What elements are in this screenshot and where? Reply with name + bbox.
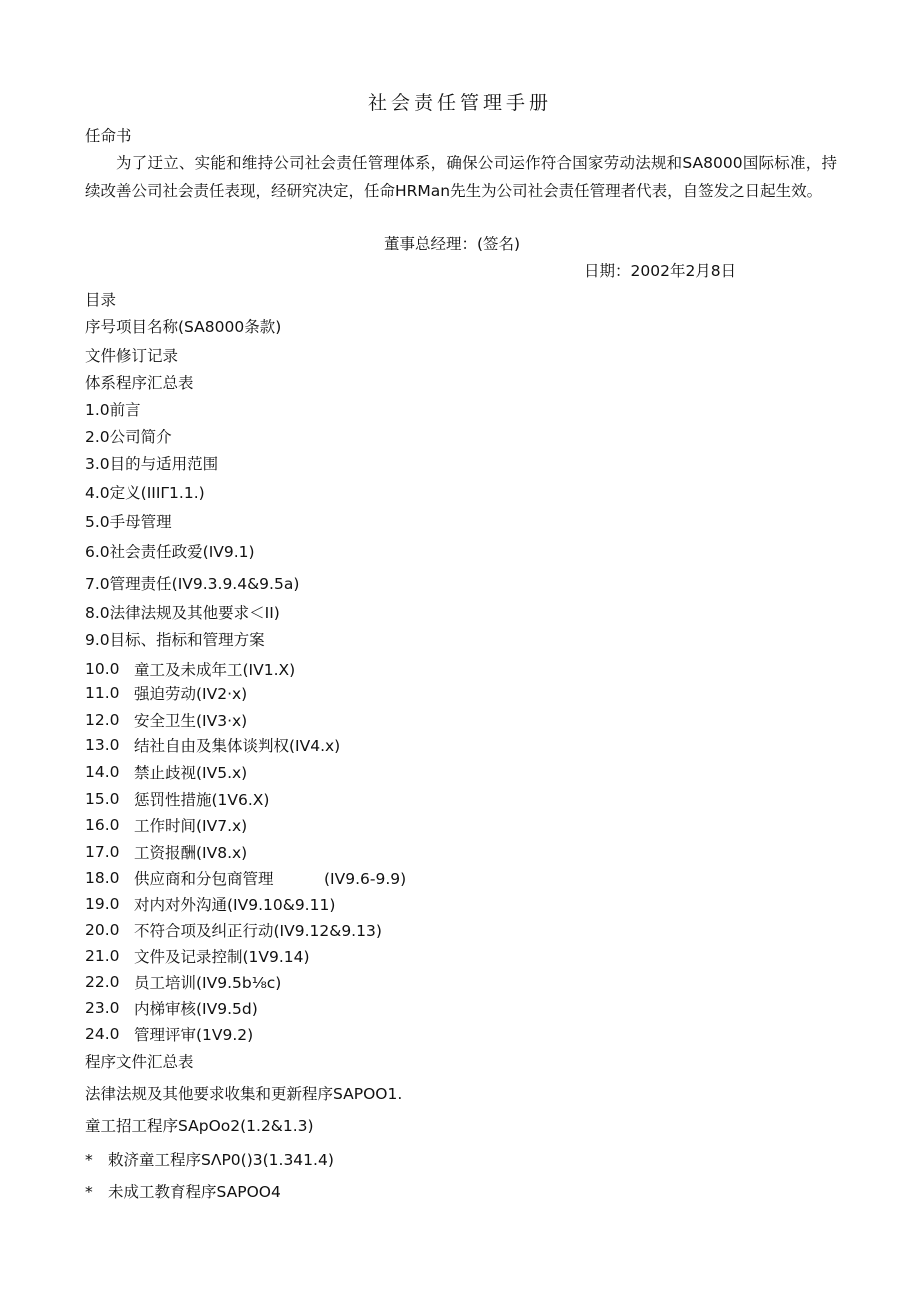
toc-item: 2.0公司简介 — [85, 428, 172, 446]
toc-item: 9.0目标、指标和管理方案 — [85, 631, 265, 649]
toc-item: 5.0手母管理 — [85, 513, 172, 531]
procedure-item: 童工招工程序SApOo2(1.2&1.3) — [85, 1117, 314, 1135]
procedure-item: 敕济童工程序SΛP0()3(1.341.4) — [108, 1151, 334, 1169]
toc-item-name: 结社自由及集体谈判权(IV4.x) — [134, 737, 341, 755]
toc-item-name: 员工培训(IV9.5b⅛c) — [134, 974, 282, 992]
appointment-heading: 任命书 — [85, 127, 132, 145]
date-line: 日期：2002年2月8日 — [584, 262, 737, 280]
procedure-item: 未成工教育程序SAPOO4 — [108, 1183, 281, 1201]
toc-item: 体系程序汇总表 — [85, 374, 194, 392]
toc-item-number: 18.0 — [85, 869, 120, 887]
toc-item-number: 20.0 — [85, 921, 120, 939]
toc-item: 7.0管理责任(IV9.3.9.4&9.5a) — [85, 575, 300, 593]
procedure-item: 法律法规及其他要求收集和更新程序SAPOO1. — [85, 1085, 403, 1103]
toc-heading: 目录 — [85, 291, 117, 309]
toc-item-number: 22.0 — [85, 973, 120, 991]
toc-item: 6.0社会责任政爱(IV9.1) — [85, 543, 255, 561]
toc-item-name: 工作时间(IV7.x) — [134, 817, 248, 835]
toc-item: 1.0前言 — [85, 401, 141, 419]
toc-column-header: 序号项目名称(SA8000条款) — [85, 318, 282, 336]
toc-item-name: 文件及记录控制(1V9.14) — [134, 948, 310, 966]
toc-item: 文件修订记录 — [85, 347, 179, 365]
toc-item-number: 12.0 — [85, 711, 120, 729]
appointment-body: 为了迂立、实能和维持公司社会责任管理体系，确保公司运作符合国家劳动法规和SA8000国际标准，持续改善公司社会责任表现，经研究决定，任命HRMan先生为公司社会责任管理者代表，自签发之日起生效。 — [85, 154, 837, 200]
toc-item-number: 11.0 — [85, 684, 120, 702]
toc-item-name: 对内对外沟通(IV9.10&9.11) — [134, 896, 336, 914]
toc-item-name: 安全卫生(IV3·x) — [134, 712, 248, 730]
toc-item-number: 17.0 — [85, 843, 120, 861]
procedures-heading: 程序文件汇总表 — [85, 1053, 194, 1071]
toc-item-number: 21.0 — [85, 947, 120, 965]
toc-item-name: 管理评审(1V9.2) — [134, 1026, 254, 1044]
toc-item: 8.0法律法规及其他要求＜II) — [85, 604, 280, 622]
toc-item-name: 禁止歧视(IV5.x) — [134, 764, 248, 782]
signature-line: 董事总经理：(签名) — [384, 235, 521, 253]
toc-item-name: 内梯审核(IV9.5d) — [134, 1000, 258, 1018]
toc-item-number: 19.0 — [85, 895, 120, 913]
toc-item-name: 童工及未成年工(IV1.X) — [134, 661, 296, 679]
toc-item-name: 工资报酬(IV8.x) — [134, 844, 248, 862]
document-title: 社会责任管理手册 — [367, 92, 552, 114]
bullet-star: * — [85, 1151, 93, 1169]
toc-item-name: 惩罚性措施(1V6.X) — [134, 791, 270, 809]
toc-item-number: 23.0 — [85, 999, 120, 1017]
toc-item-number: 24.0 — [85, 1025, 120, 1043]
toc-item-name: 供应商和分包商管理 — [134, 870, 274, 888]
toc-item-number: 15.0 — [85, 790, 120, 808]
toc-item-code: (IV9.6-9.9) — [324, 870, 407, 888]
toc-item-number: 16.0 — [85, 816, 120, 834]
toc-item-name: 不符合项及纠正行动(IV9.12&9.13) — [134, 922, 382, 940]
bullet-star: * — [85, 1183, 93, 1201]
toc-item-number: 13.0 — [85, 736, 120, 754]
toc-item: 3.0目的与适用范围 — [85, 455, 219, 473]
toc-item-number: 14.0 — [85, 763, 120, 781]
toc-item-number: 10.0 — [85, 660, 120, 678]
toc-item-name: 强迫劳动(IV2·x) — [134, 685, 248, 703]
toc-item: 4.0定义(IIIΓ1.1.) — [85, 484, 205, 502]
